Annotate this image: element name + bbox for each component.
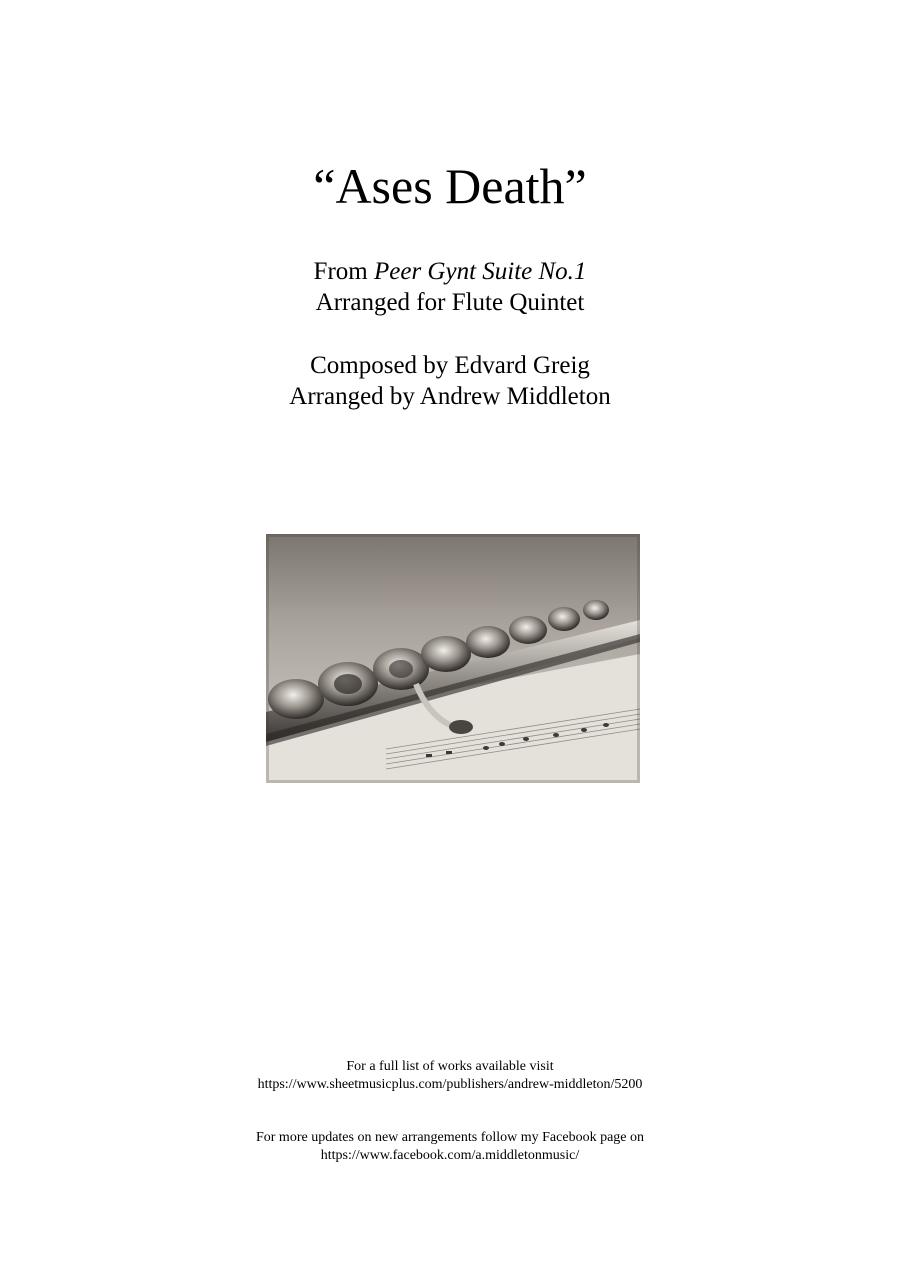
flute-illustration [266, 534, 640, 783]
footer-facebook-link[interactable]: https://www.facebook.com/a.middletonmusic/ [320, 1148, 580, 1163]
footer-works-link[interactable]: https://www.sheetmusicplus.com/publishers/andrew-middleton/5200 [257, 1077, 643, 1092]
page-title: “Ases Death” [313, 158, 587, 214]
composer-credit: Composed by Edvard Greig [310, 352, 590, 379]
arranger-credit: Arranged by Andrew Middleton [289, 383, 611, 410]
suite-name: Peer Gynt Suite No.1 [373, 258, 587, 285]
flute-photo [266, 534, 640, 783]
arranged-for-line: Arranged for Flute Quintet [315, 289, 585, 316]
footer-works-text: For a full list of works available visit [346, 1059, 554, 1074]
from-prefix: From [313, 258, 374, 285]
subtitle-from-line [0, 256, 900, 287]
footer-facebook-text: For more updates on new arrangements follow my Facebook page on [255, 1130, 644, 1145]
